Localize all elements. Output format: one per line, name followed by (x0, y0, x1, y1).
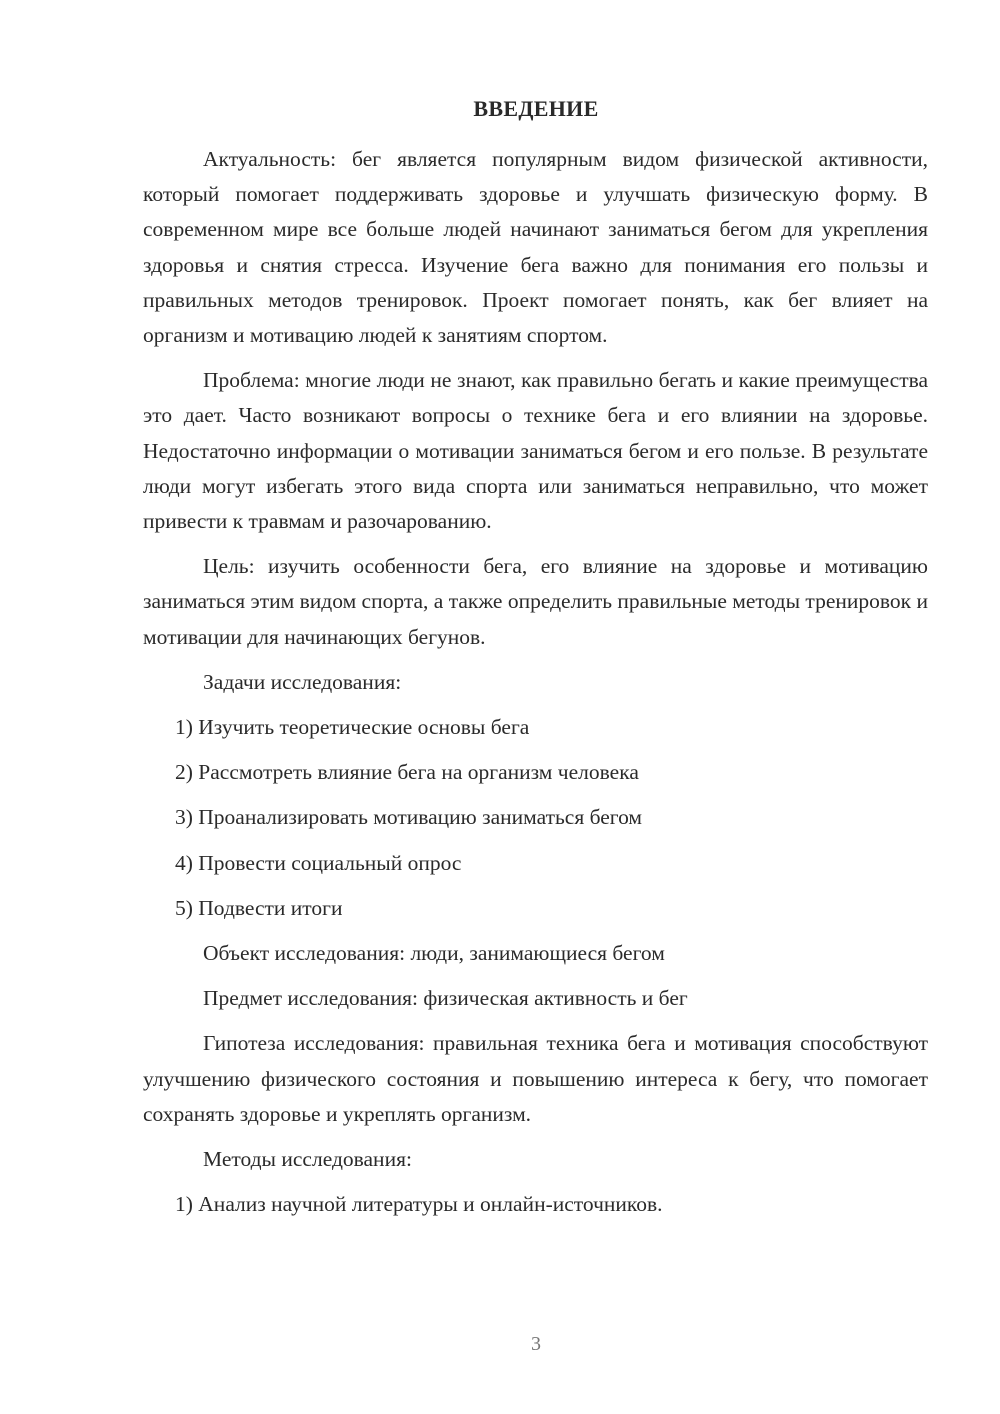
hypothesis-paragraph: Гипотеза исследования: правильная техника бега и мотивация способствуют улучшению физического состояния и повышению интереса к бегу, что помогает сохранять здоровье и укреплять организм. (143, 1031, 928, 1126)
tasks-list (143, 710, 928, 926)
list-item: 5) Подвести итоги (175, 895, 343, 920)
problem-paragraph: Проблема: многие люди не знают, как правильно бегать и какие преимущества это дает. Часто возникают вопросы о технике бега и его влиянии на здоровье. Недостаточно информации о мотивации заниматься бегом и его пользе. В результате люди могут избегать этого вида спорта или заниматься неправильно, что может привести к травмам и разочарованию. (143, 368, 928, 534)
methods-heading: Методы исследования: (203, 1147, 412, 1172)
page-number: 3 (531, 1333, 541, 1355)
methods-list (143, 1187, 928, 1222)
list-item: 2) Рассмотреть влияние бега на организм человека (175, 760, 639, 785)
list-item: 1) Изучить теоретические основы бега (175, 715, 530, 740)
list-item: 4) Провести социальный опрос (175, 850, 462, 875)
goal-paragraph: Цель: изучить особенности бега, его влияние на здоровье и мотивацию заниматься этим видом спорта, а также определить правильные методы тренировок и мотивации для начинающих бегунов. (143, 554, 928, 649)
tasks-heading: Задачи исследования: (203, 669, 402, 694)
document-body (143, 142, 928, 1232)
page-title: ВВЕДЕНИЕ (473, 96, 599, 121)
subject-paragraph: Предмет исследования: физическая активность и бег (203, 986, 688, 1011)
list-item: 1) Анализ научной литературы и онлайн-источников. (175, 1192, 663, 1217)
list-item: 3) Проанализировать мотивацию заниматься бегом (175, 805, 643, 830)
object-paragraph: Объект исследования: люди, занимающиеся бегом (203, 941, 665, 966)
relevance-paragraph: Актуальность: бег является популярным видом физической активности, который помогает поддерживать здоровье и улучшать физическую форму. В современном мире все больше людей начинают заниматься бегом для укрепления здоровья и снятия стресса. Изучение бега важно для понимания его пользы и правильных методов тренировок. Проект помогает понять, как бег влияет на организм и мотивацию людей к занятиям спортом. (143, 147, 928, 348)
